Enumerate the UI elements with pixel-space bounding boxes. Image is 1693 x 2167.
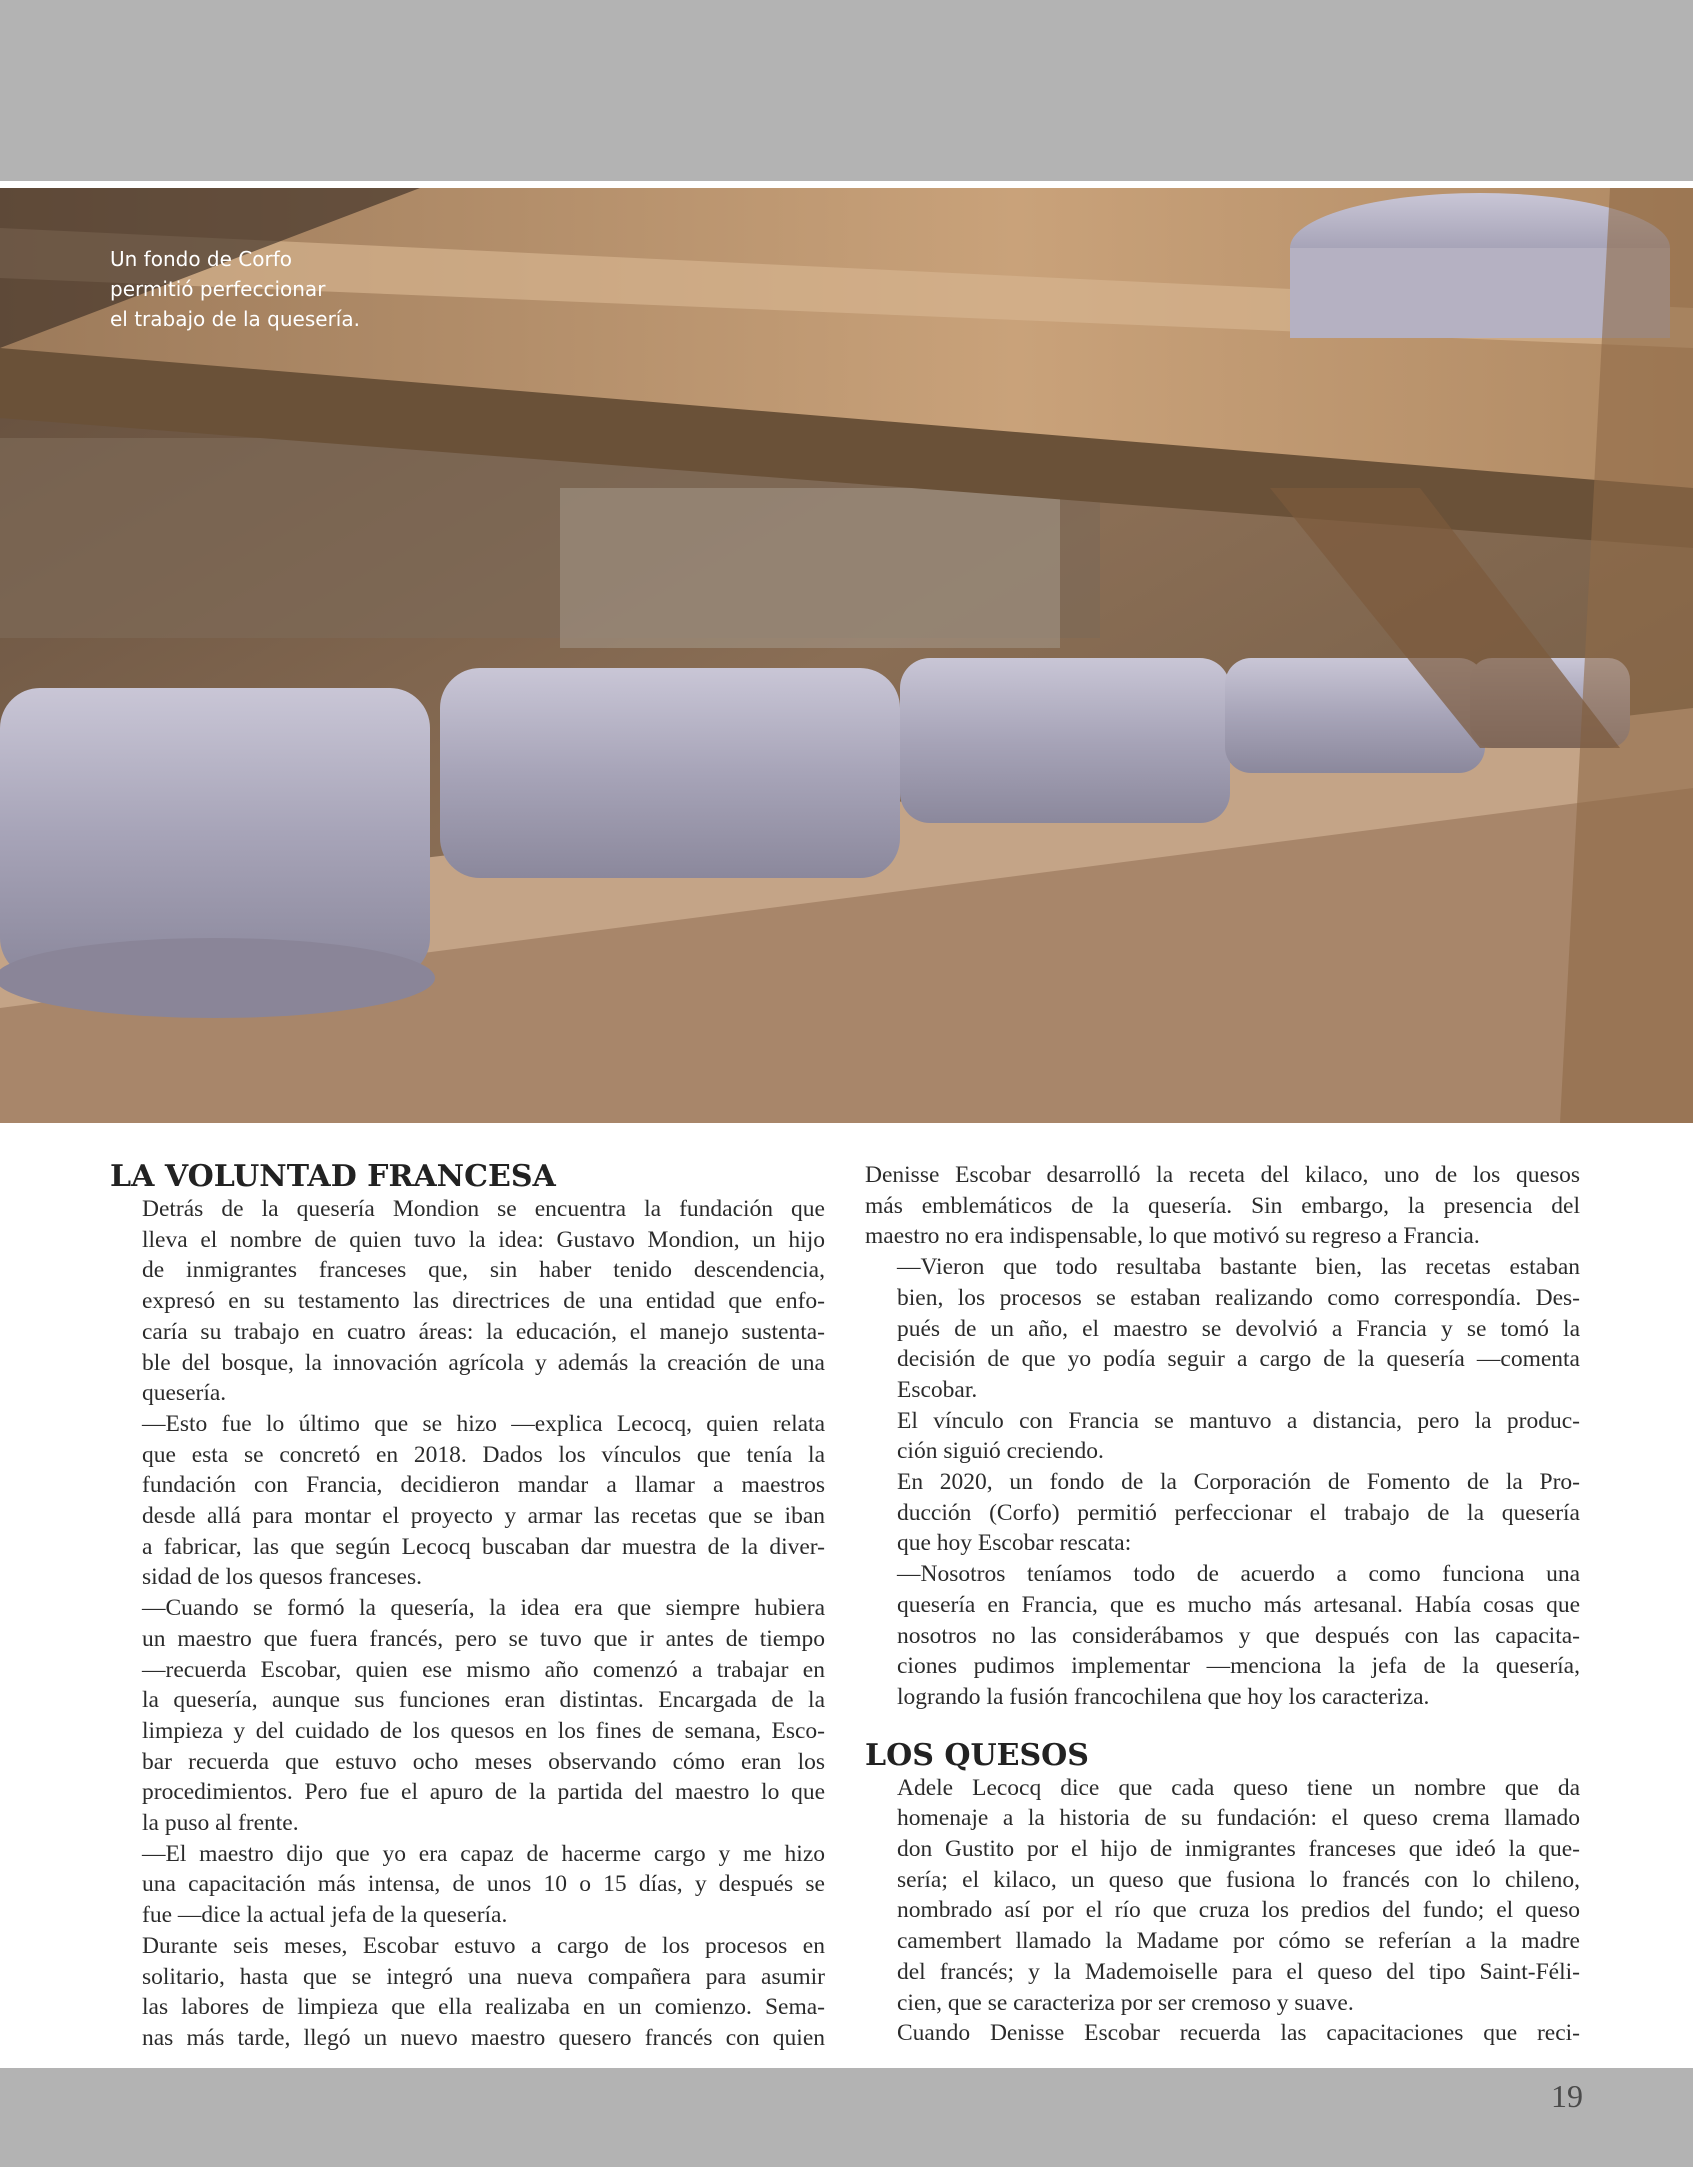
paragraph xyxy=(110,1839,825,1931)
text-line: Adele Lecocq dice que cada queso tiene un nombre que da xyxy=(897,1774,1580,1801)
text-line: —recuerda Escobar, quien ese mismo año comenzó a trabajar en xyxy=(142,1656,825,1683)
caption-line: Un fondo de Corfo xyxy=(110,247,292,271)
text-line: —Esto fue lo último que se hizo —explica Lecocq, quien relata xyxy=(142,1410,825,1437)
text-line: bien, los procesos se estaban realizando como correspondía. Des- xyxy=(897,1284,1580,1311)
text-line: Durante seis meses, Escobar estuvo a cargo de los procesos en xyxy=(142,1932,825,1959)
paragraph xyxy=(865,1559,1580,1713)
text-line: —Vieron que todo resultaba bastante bien, las recetas estaban xyxy=(897,1254,1580,1281)
text-line: que hoy Escobar rescata: xyxy=(897,1530,1132,1557)
text-line: —Nosotros teníamos todo de acuerdo a como funciona una xyxy=(897,1561,1580,1588)
text-line: expresó en su testamento las directrices de una entidad que enfo- xyxy=(142,1288,825,1315)
text-line: fue —dice la actual jefa de la quesería. xyxy=(142,1902,508,1929)
paragraph xyxy=(865,1252,1580,1406)
text-line: Detrás de la quesería Mondion se encuentra la fundación que xyxy=(142,1196,825,1222)
text-line: lleva el nombre de quien tuvo la idea: Gustavo Mondion, un hijo xyxy=(142,1226,825,1253)
paragraph xyxy=(110,1409,825,1593)
text-line: la quesería, aunque sus funciones eran distintas. Encargada de la xyxy=(142,1687,825,1714)
text-line: que esta se concretó en 2018. Dados los vínculos que tenía la xyxy=(142,1441,825,1468)
text-line: de inmigrantes franceses que, sin haber tenido descendencia, xyxy=(142,1257,825,1284)
paragraph xyxy=(865,2018,1580,2049)
text-line: caría su trabajo en cuatro áreas: la educación, el manejo sustenta- xyxy=(142,1318,825,1345)
text-line: —Cuando se formó la quesería, la idea era que siempre hubiera xyxy=(142,1595,825,1622)
text-line: Escobar. xyxy=(897,1376,978,1403)
paragraph xyxy=(865,1467,1580,1559)
article-column-left xyxy=(110,1160,825,2054)
text-line: maestro no era indispensable, lo que motivó su regreso a Francia. xyxy=(865,1223,1480,1250)
text-line: bar recuerda que estuvo ocho meses observando cómo eran los xyxy=(142,1748,825,1775)
caption-line: permitió perfeccionar xyxy=(110,277,326,301)
text-line: solitario, hasta que se integró una nueva compañera para asumir xyxy=(142,1963,825,1990)
text-line: cien, que se caracteriza por ser cremoso y suave. xyxy=(897,1989,1354,2016)
text-line: homenaje a la historia de su fundación: el queso crema llamado xyxy=(897,1805,1580,1832)
text-line: sería; el kilaco, un queso que fusiona lo francés con lo chileno, xyxy=(897,1866,1580,1893)
text-line: don Gustito por el hijo de inmigrantes franceses que ideó la que- xyxy=(897,1836,1580,1863)
text-line: quesería en Francia, que es mucho más artesanal. Había cosas que xyxy=(897,1591,1580,1618)
text-line: Denisse Escobar desarrolló la receta del kilaco, uno de los quesos xyxy=(865,1162,1580,1188)
paragraph xyxy=(110,1931,825,2054)
paragraph xyxy=(110,1194,825,1409)
text-line: más emblemáticos de la quesería. Sin embargo, la presencia del xyxy=(865,1192,1580,1219)
text-line: nosotros no las considerábamos y que después con las capacita- xyxy=(897,1622,1580,1649)
text-line: camembert llamado la Madame por cómo se referían a la madre xyxy=(897,1928,1580,1955)
text-line: la puso al frente. xyxy=(142,1810,299,1837)
bottom-gray-band xyxy=(0,2068,1693,2167)
text-line: a fabricar, las que según Lecocq buscaban dar muestra de la diver- xyxy=(142,1533,825,1560)
text-line: del francés; y la Mademoiselle para el queso del tipo Saint-Féli- xyxy=(897,1958,1580,1985)
text-line: las labores de limpieza que ella realizaba en un comienzo. Sema- xyxy=(142,1994,825,2021)
text-line: sidad de los quesos franceses. xyxy=(142,1564,422,1591)
text-line: una capacitación más intensa, de unos 10 o 15 días, y después se xyxy=(142,1871,825,1898)
text-line: limpieza y del cuidado de los quesos en los fines de semana, Esco- xyxy=(142,1717,825,1744)
text-line: desde allá para montar el proyecto y armar las recetas que se iban xyxy=(142,1503,825,1530)
photo-caption xyxy=(110,244,430,334)
text-line: quesería. xyxy=(142,1380,227,1407)
text-line: nombrado así por el río que cruza los predios del fundo; el queso xyxy=(897,1897,1580,1924)
top-gray-band xyxy=(0,0,1693,181)
text-line: El vínculo con Francia se mantuvo a distancia, pero la produc- xyxy=(897,1407,1580,1434)
text-line: logrando la fusión francochilena que hoy los caracteriza. xyxy=(897,1683,1430,1710)
paragraph xyxy=(865,1406,1580,1467)
text-line: nas más tarde, llegó un nuevo maestro quesero francés con quien xyxy=(142,2024,825,2051)
text-line: —El maestro dijo que yo era capaz de hacerme cargo y me hizo xyxy=(142,1840,825,1867)
paragraph xyxy=(110,1593,825,1839)
text-line: un maestro que fuera francés, pero se tuvo que ir antes de tiempo xyxy=(142,1625,825,1652)
text-line: ciones pudimos implementar —menciona la jefa de la quesería, xyxy=(897,1653,1580,1680)
section-heading: LOS QUESOS xyxy=(865,1737,1089,1773)
paragraph xyxy=(865,1773,1580,2019)
paragraph xyxy=(865,1160,1580,1252)
text-line: Cuando Denisse Escobar recuerda las capacitaciones que reci- xyxy=(897,2020,1580,2047)
article-column-right xyxy=(865,1160,1580,2049)
text-line: fundación con Francia, decidieron mandar a llamar a maestros xyxy=(142,1472,825,1499)
text-line: pués de un año, el maestro se devolvió a Francia y se tomó la xyxy=(897,1315,1580,1342)
text-line: ble del bosque, la innovación agrícola y además la creación de una xyxy=(142,1349,825,1376)
page-number: 19 xyxy=(1551,2078,1583,2114)
caption-line: el trabajo de la quesería. xyxy=(110,307,360,331)
text-line: procedimientos. Pero fue el apuro de la partida del maestro lo que xyxy=(142,1779,825,1806)
text-line: En 2020, un fondo de la Corporación de Fomento de la Pro- xyxy=(897,1469,1580,1496)
text-line: decisión de que yo podía seguir a cargo de la quesería —comenta xyxy=(897,1346,1580,1373)
text-line: ción siguió creciendo. xyxy=(897,1438,1104,1465)
text-line: ducción (Corfo) permitió perfeccionar el trabajo de la quesería xyxy=(897,1499,1580,1526)
section-heading: LA VOLUNTAD FRANCESA xyxy=(110,1159,556,1194)
